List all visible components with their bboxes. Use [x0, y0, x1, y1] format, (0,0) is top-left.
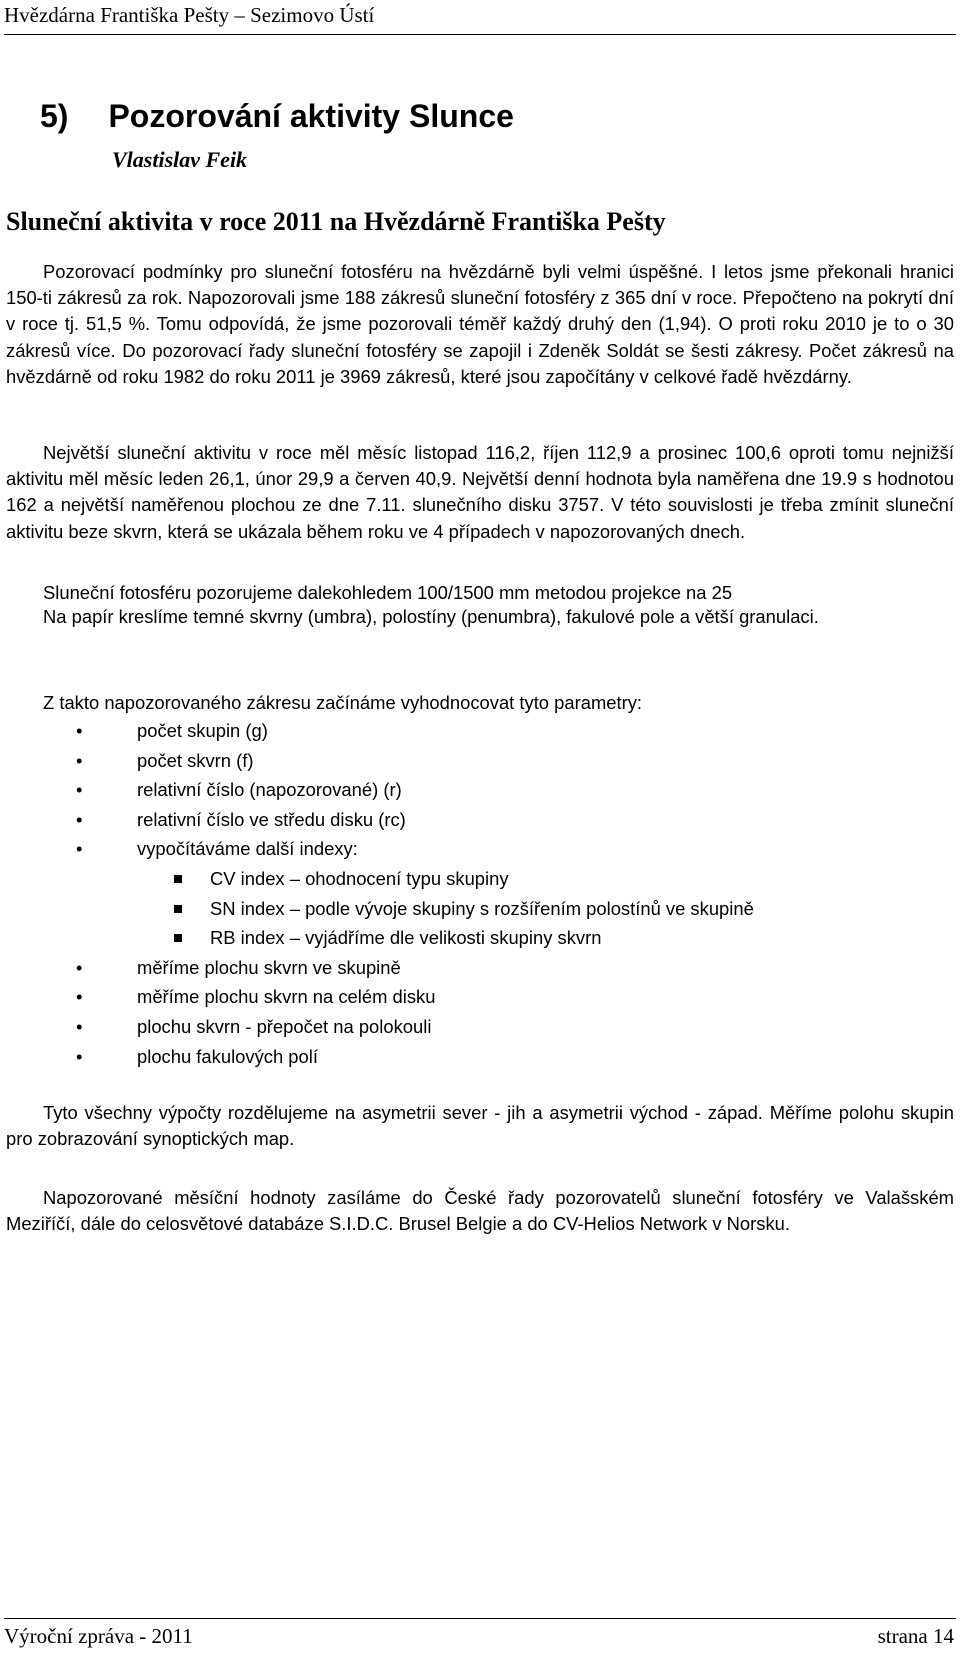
list-item: [0, 746, 960, 776]
paragraph-observing-conditions: Pozorovací podmínky pro sluneční fotosféru na hvězdárně byli velmi úspěšné. I letos jsme překonali hranici 150-ti zákresů za rok. Napozorovali jsme 188 zákresů sluneční fotosféry z 365 dní v roce. Přepočteno na pokrytí dní v roce tj. 51,5 %. Tomu odpovídá, že jsme pozorovali téměř každý druhý den (1,94). O proti roku 2010 je to o 30 zákresů více. Do pozorovací řady sluneční fotosféry se zapojil i Zdeněk Soldát se šesti zákresy. Počet zákresů na hvězdárně od roku 1982 do roku 2011 je 3969 zákresů, které jsou započítány v celkové řadě hvězdárny.: [6, 261, 954, 387]
bullet-icon: •: [76, 720, 83, 741]
bullet-icon: •: [76, 1045, 83, 1067]
bullet-icon: •: [76, 1015, 83, 1037]
list-item: [0, 1042, 960, 1072]
bullet-icon: •: [76, 749, 83, 771]
list-item-text: měříme plochu skvrn ve skupině: [137, 956, 401, 978]
list-item-text: relativní číslo (napozorované) (r): [137, 779, 402, 801]
list-item: [0, 834, 960, 864]
footer-page-number: strana 14: [877, 1624, 954, 1648]
article-title: Sluneční aktivita v roce 2011 na Hvězdárně Františka Pešty: [6, 207, 666, 236]
parameters-list: [0, 716, 960, 1071]
list-item: [0, 982, 960, 1012]
paragraph-parameters-intro: Z takto napozorovaného zákresu začínáme vyhodnocovat tyto parametry:: [43, 692, 643, 713]
square-bullet-icon: [174, 875, 182, 883]
bullet-icon: •: [76, 986, 83, 1008]
section-author: Vlastislav Feik: [112, 147, 248, 172]
square-bullet-icon: [174, 934, 182, 942]
bullet-icon: •: [76, 838, 83, 860]
footer-divider: [4, 1618, 956, 1619]
list-item: [0, 864, 960, 894]
list-item-text: vypočítáváme další indexy:: [137, 838, 358, 860]
list-item: [0, 923, 960, 953]
bullet-icon: •: [76, 779, 83, 801]
list-item-text: CV index – ohodnocení typu skupiny: [210, 867, 509, 889]
list-item-text: SN index – podle vývoje skupiny s rozšířením polostínů ve skupině: [210, 897, 754, 919]
list-item-text: počet skupin (g): [137, 720, 268, 741]
list-item: [0, 805, 960, 835]
paragraph-telescope: Sluneční fotosféru pozorujeme dalekohledem 100/1500 mm metodou projekce na 25: [43, 582, 733, 603]
header-divider: [4, 34, 956, 35]
list-item: [0, 894, 960, 924]
list-item: [0, 953, 960, 983]
list-item-text: měříme plochu skvrn na celém disku: [137, 986, 436, 1008]
bullet-icon: •: [76, 808, 83, 830]
paragraph-activity-summary: Největší sluneční aktivitu v roce měl měsíc listopad 116,2, říjen 112,9 a prosinec 100,6 oproti tomu nejnižší aktivitu měl měsíc leden 26,1, únor 29,9 a červen 40,9. Největší denní hodnota byla naměřena dne 19.9 s hodnotou 162 a největší naměřenou plochou ze dne 7.11. slunečního disku 3757. V této souvislosti je třeba zmínit sluneční aktivitu beze skvrn, která se ukázala během roku ve 4 případech v napozorovaných dnech.: [6, 442, 954, 542]
footer-report-title: Výroční zpráva - 2011: [4, 1624, 193, 1648]
list-item-text: plochu skvrn - přepočet na polokouli: [137, 1015, 432, 1037]
list-item-text: relativní číslo ve středu disku (rc): [137, 808, 406, 830]
list-item: [0, 716, 960, 746]
list-item-text: plochu fakulových polí: [137, 1045, 318, 1067]
list-item-text: RB index – vyjádříme dle velikosti skupiny skvrn: [210, 927, 602, 949]
list-item: [0, 775, 960, 805]
paragraph-data-submission: Napozorované měsíční hodnoty zasíláme do České řady pozorovatelů sluneční fotosféry ve Valašském Meziříčí, dále do celosvětové databáze S.I.D.C. Brusel Belgie a do CV-Helios Network v Norsku.: [6, 1187, 954, 1235]
section-number: 5): [40, 98, 69, 134]
section-heading: [40, 96, 514, 136]
running-header: Hvězdárna Františka Pešty – Sezimovo Ústí: [4, 3, 375, 27]
list-item: [0, 1012, 960, 1042]
paragraph-drawing: Na papír kreslíme temné skvrny (umbra), polostíny (penumbra), fakulové pole a větší granulaci.: [43, 606, 819, 627]
square-bullet-icon: [174, 905, 182, 913]
section-title: Pozorování aktivity Slunce: [108, 98, 514, 134]
list-item-text: počet skvrn (f): [137, 749, 254, 771]
paragraph-asymmetry: Tyto všechny výpočty rozdělujeme na asymetrii sever - jih a asymetrii východ - západ. Měříme polohu skupin pro zobrazování synoptických map.: [6, 1102, 954, 1150]
bullet-icon: •: [76, 956, 83, 978]
